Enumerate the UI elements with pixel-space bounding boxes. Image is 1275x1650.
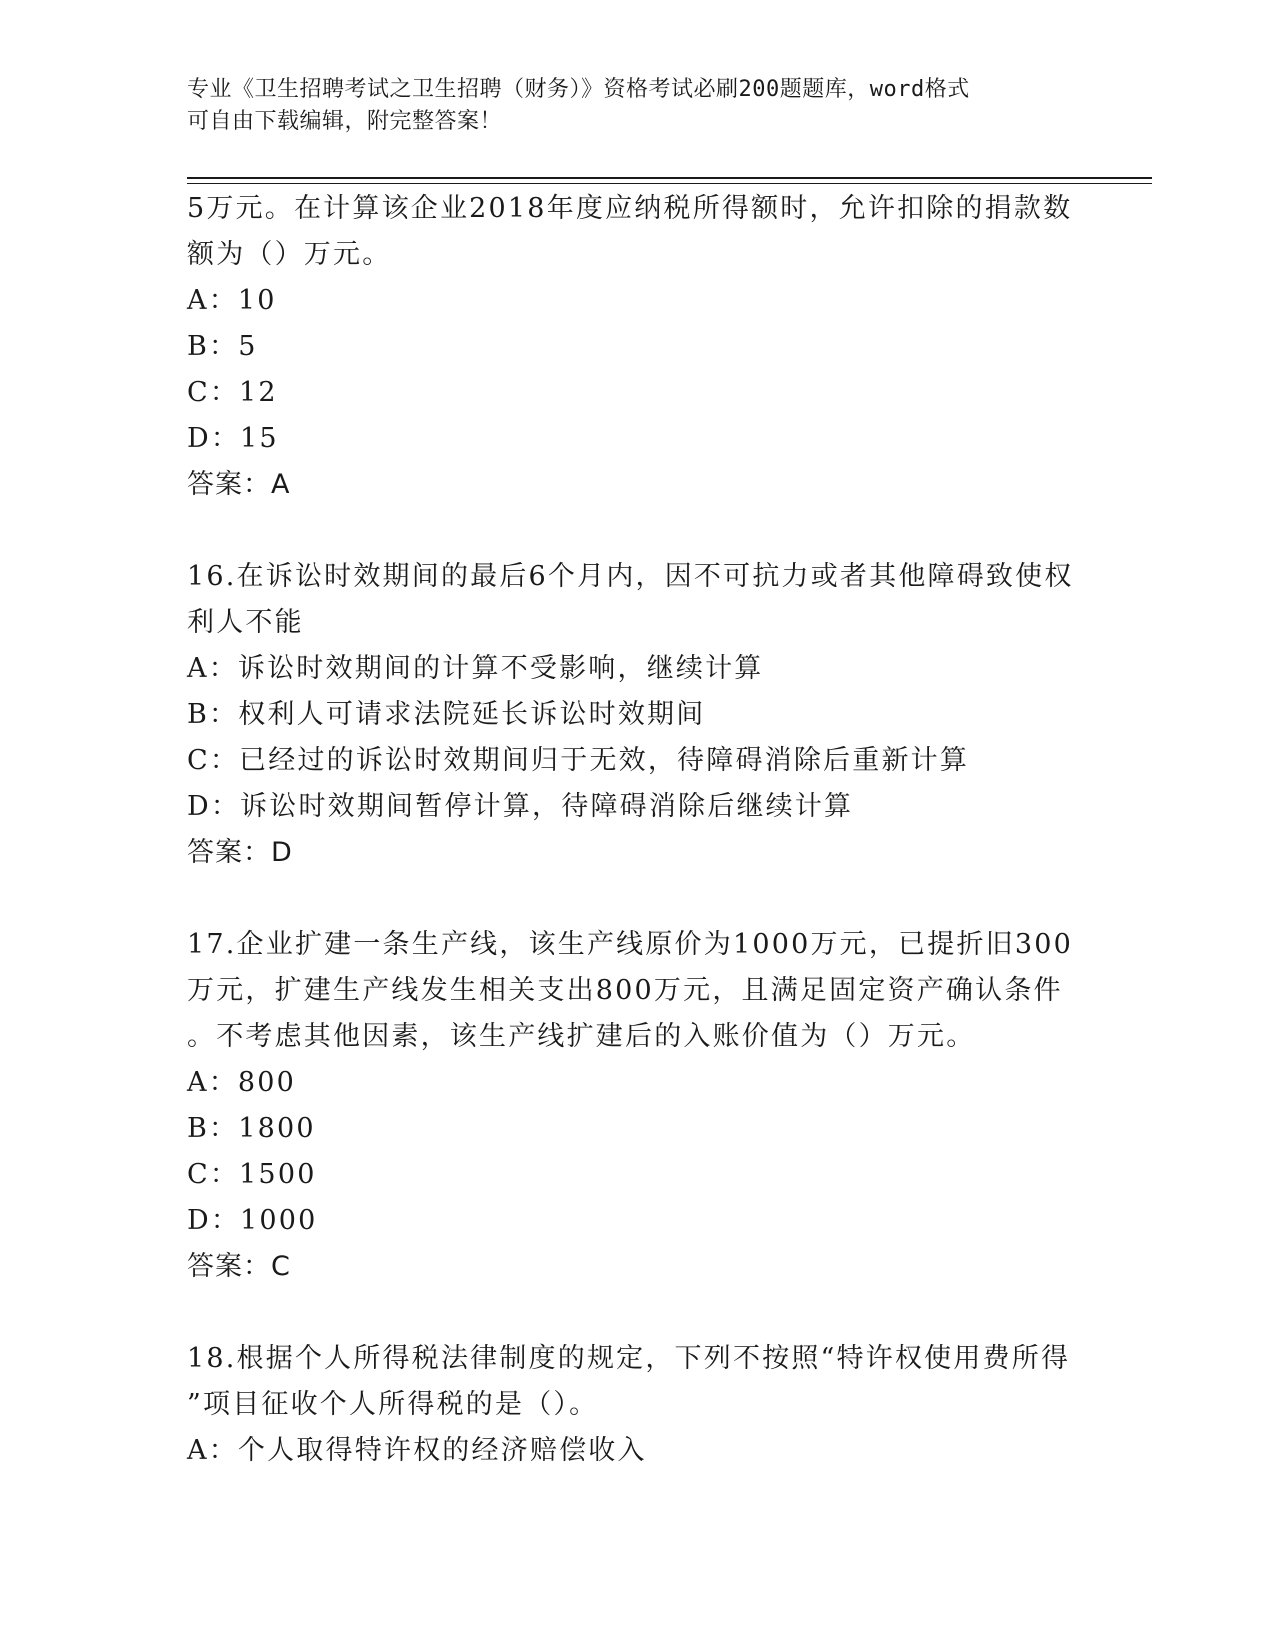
option-a: A：个人取得特许权的经济赔偿收入: [187, 1435, 647, 1466]
header-title-line-2: 可自由下载编辑，附完整答案！: [187, 109, 503, 134]
question-text-line: 17.企业扩建一条生产线，该生产线原价为1000万元，已提折旧300: [187, 929, 1073, 960]
option-c: C：1500: [187, 1159, 317, 1190]
question-list: [187, 186, 1087, 1474]
question-text-line: 万元，扩建生产线发生相关支出800万元，且满足固定资产确认条件: [187, 975, 1063, 1006]
question-16-block: [187, 554, 1087, 876]
question-15-block: [187, 186, 1087, 508]
question-text-line: 。不考虑其他因素，该生产线扩建后的入账价值为（）万元。: [187, 1021, 976, 1052]
option-a: A：10: [187, 285, 277, 316]
option-b: B：权利人可请求法院延长诉讼时效期间: [187, 699, 706, 730]
header-divider-thin: [187, 183, 1152, 184]
question-text-line: ”项目征收个人所得税的是（）。: [187, 1389, 599, 1420]
answer-label: 答案：C: [187, 1251, 291, 1282]
option-c: C：已经过的诉讼时效期间归于无效，待障碍消除后重新计算: [187, 745, 970, 776]
answer-label: 答案：A: [187, 469, 291, 500]
spacer: [187, 508, 1087, 554]
question-text-line: 额为（）万元。: [187, 239, 392, 270]
question-text-line: 5万元。在计算该企业2018年度应纳税所得额时，允许扣除的捐款数: [187, 193, 1073, 224]
question-text-line: 利人不能: [187, 607, 304, 638]
page-header: [187, 74, 1067, 138]
header-title-line-1: 专业《卫生招聘考试之卫生招聘（财务）》资格考试必刷200题题库，word格式: [187, 77, 970, 102]
option-d: D：诉讼时效期间暂停计算，待障碍消除后继续计算: [187, 791, 854, 822]
option-a: A：诉讼时效期间的计算不受影响，继续计算: [187, 653, 764, 684]
question-17-block: [187, 922, 1087, 1290]
header-divider-thick: [187, 177, 1152, 179]
option-b: B：5: [187, 331, 258, 362]
option-a: A：800: [187, 1067, 297, 1098]
spacer: [187, 876, 1087, 922]
question-18-block: [187, 1336, 1087, 1474]
option-b: B：1800: [187, 1113, 316, 1144]
option-d: D：1000: [187, 1205, 318, 1236]
option-d: D：15: [187, 423, 279, 454]
answer-label: 答案：D: [187, 837, 293, 868]
question-text-line: 16.在诉讼时效期间的最后6个月内，因不可抗力或者其他障碍致使权: [187, 561, 1074, 592]
question-text-line: 18.根据个人所得税法律制度的规定，下列不按照“特许权使用费所得: [187, 1343, 1071, 1374]
spacer: [187, 1290, 1087, 1336]
option-c: C：12: [187, 377, 278, 408]
